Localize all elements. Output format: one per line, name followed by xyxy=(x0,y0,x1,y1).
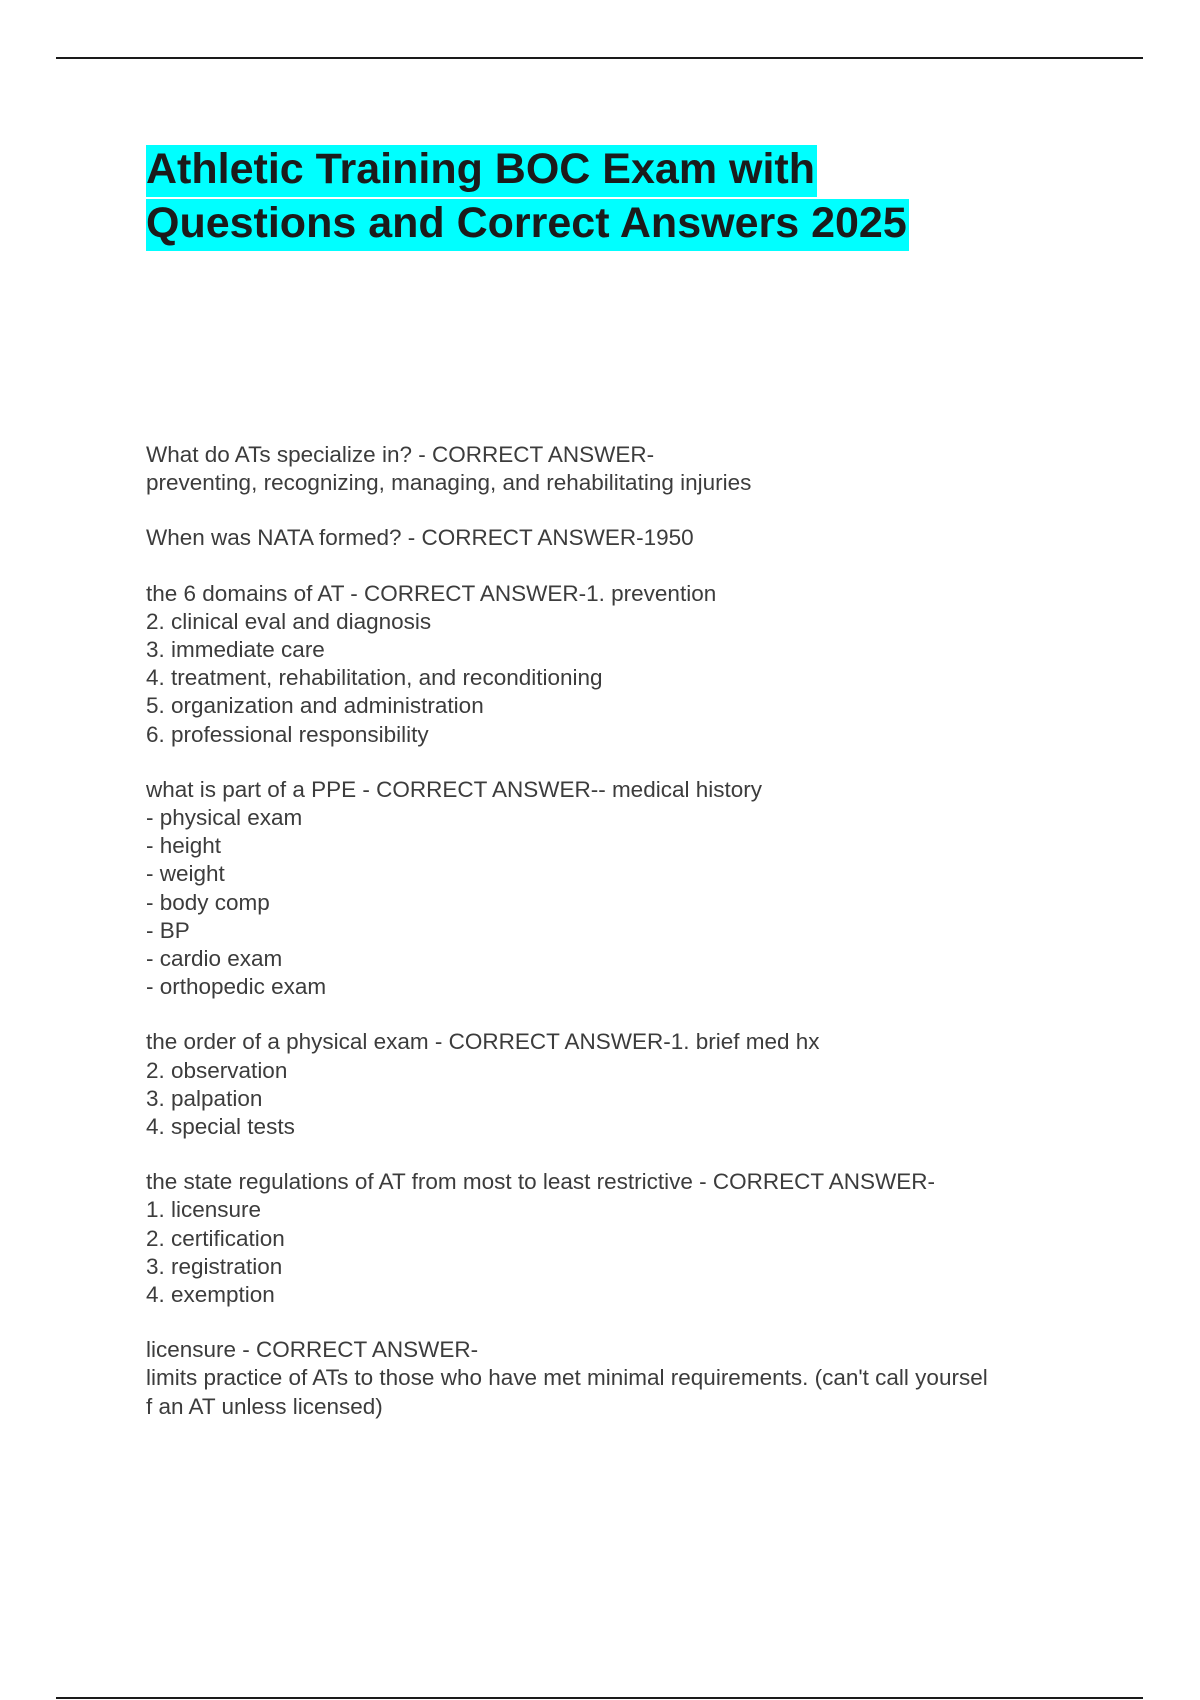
qa-item xyxy=(146,776,1096,1002)
qa-question-line: What do ATs specialize in? - CORRECT ANSWER- xyxy=(146,442,655,467)
qa-item xyxy=(146,1028,1096,1141)
qa-question-line: what is part of a PPE - CORRECT ANSWER-- medical history xyxy=(146,776,762,802)
qa-item xyxy=(146,1168,1096,1309)
qa-question-line: When was NATA formed? - CORRECT ANSWER-1950 xyxy=(146,525,694,551)
qa-answer-line: - height xyxy=(146,833,222,859)
qa-answer-line: - BP xyxy=(146,917,190,943)
qa-answer-line: - cardio exam xyxy=(146,946,283,972)
qa-item xyxy=(146,580,1096,749)
qa-answer-line: 6. professional responsibility xyxy=(146,721,429,747)
qa-answer-line: 3. registration xyxy=(146,1253,283,1279)
qa-answer-line: 4. special tests xyxy=(146,1114,295,1140)
qa-question-line: licensure - CORRECT ANSWER- xyxy=(146,1337,479,1363)
qa-item xyxy=(146,524,1096,552)
qa-answer-line: 2. observation xyxy=(146,1057,288,1083)
qa-question-line: the order of a physical exam - CORRECT ANSWER-1. brief med hx xyxy=(146,1029,820,1055)
qa-list xyxy=(146,441,1096,1448)
qa-question-line: the 6 domains of AT - CORRECT ANSWER-1. prevention xyxy=(146,580,717,606)
qa-answer-line: - physical exam xyxy=(146,805,303,831)
top-rule xyxy=(56,57,1143,59)
qa-item xyxy=(146,441,1096,497)
qa-answer-line: 2. clinical eval and diagnosis xyxy=(146,608,432,634)
title-line-2: Questions and Correct Answers 2025 xyxy=(146,199,909,251)
qa-answer-line: 2. certification xyxy=(146,1225,285,1251)
qa-answer-line: 1. licensure xyxy=(146,1197,262,1223)
qa-answer-line: preventing, recognizing, managing, and rehabilitating injuries xyxy=(146,470,752,496)
qa-answer-line: 4. treatment, rehabilitation, and reconditioning xyxy=(146,665,603,691)
document-title xyxy=(146,142,909,250)
qa-answer-line: - weight xyxy=(146,861,225,887)
title-line-1: Athletic Training BOC Exam with xyxy=(146,145,817,197)
qa-answer-line: 5. organization and administration xyxy=(146,693,484,719)
qa-answer-line: 4. exemption xyxy=(146,1282,275,1308)
qa-item xyxy=(146,1336,1096,1421)
qa-answer-line: 3. immediate care xyxy=(146,637,325,663)
qa-question-line: the state regulations of AT from most to least restrictive - CORRECT ANSWER- xyxy=(146,1169,935,1195)
qa-answer-line: - orthopedic exam xyxy=(146,974,327,1000)
qa-answer-line: limits practice of ATs to those who have met minimal requirements. (can't call yoursel xyxy=(146,1365,988,1391)
qa-answer-line: f an AT unless licensed) xyxy=(146,1393,383,1419)
bottom-rule xyxy=(56,1697,1143,1699)
qa-answer-line: 3. palpation xyxy=(146,1085,263,1111)
qa-answer-line: - body comp xyxy=(146,889,270,915)
